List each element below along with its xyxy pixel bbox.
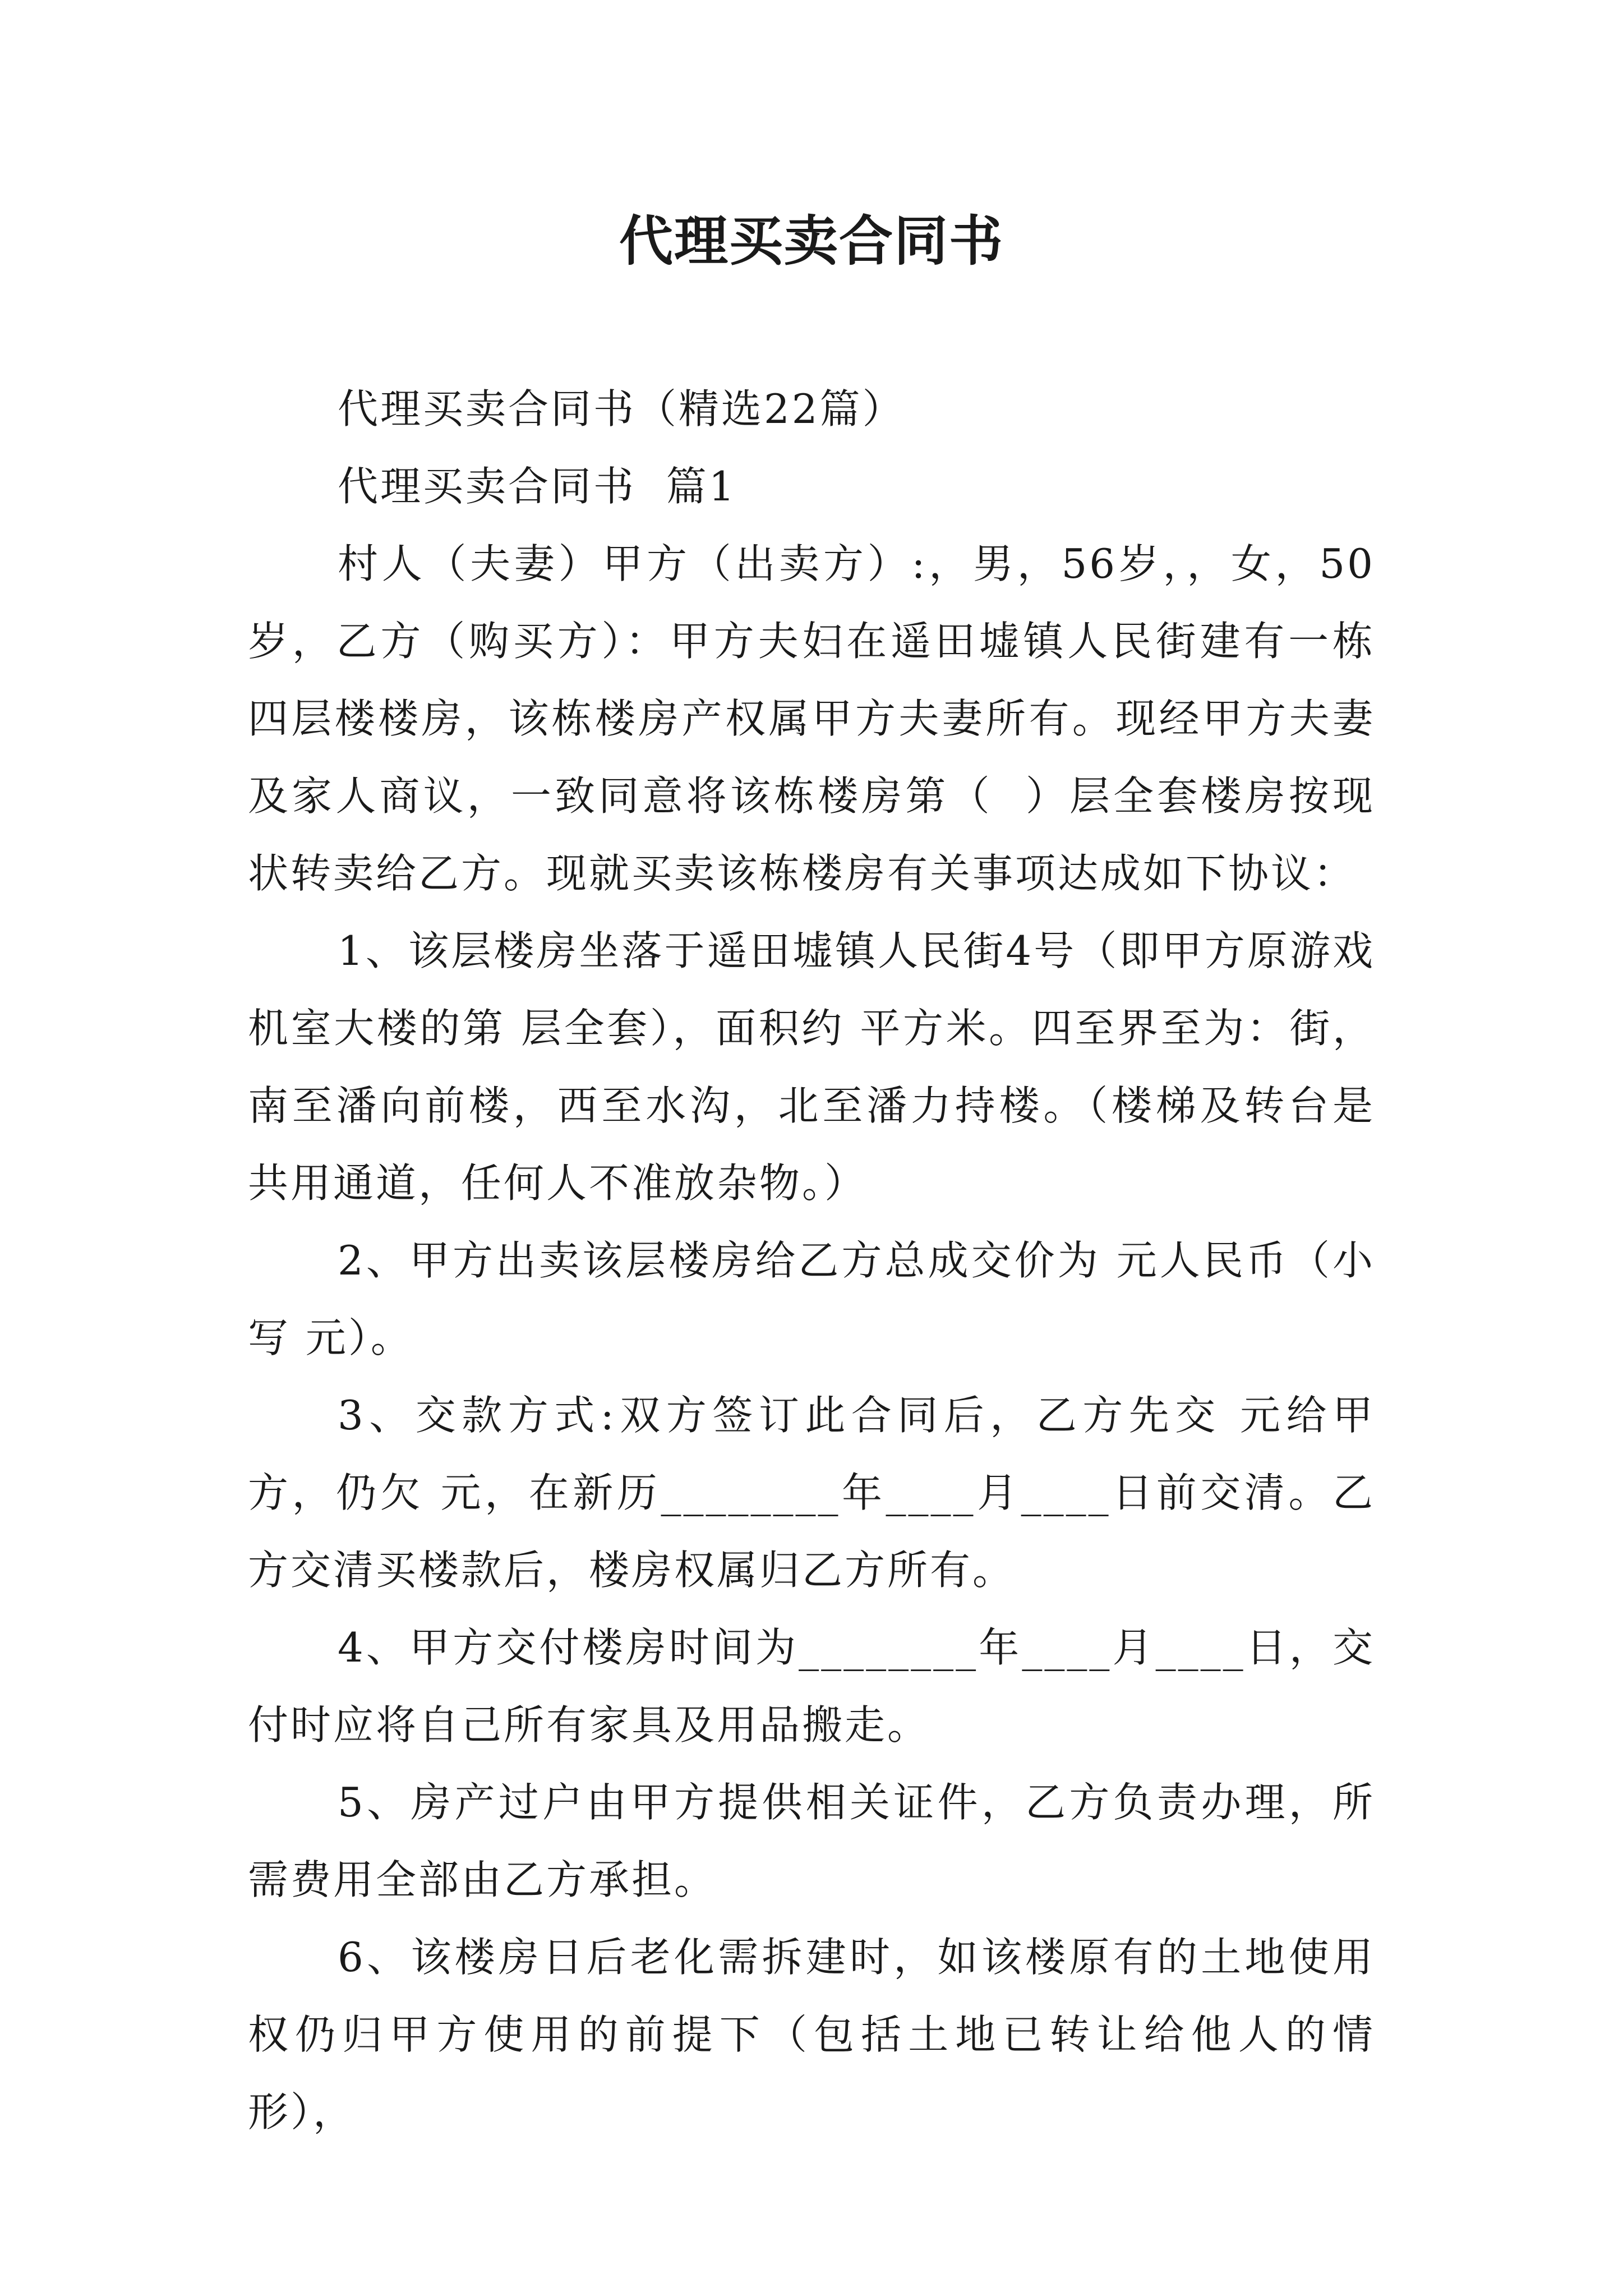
document-body bbox=[248, 370, 1375, 2151]
document-title: 代理买卖合同书 bbox=[619, 209, 1004, 273]
clause-4: 4、甲方交付楼房时间为________年____月____日，交付时应将自己所有家具及用品搬走。 bbox=[248, 1624, 1375, 1749]
clause-1: 1、该层楼房坐落于遥田墟镇人民街4号（即甲方原游戏机室大楼的第 层全套），面积约 平方米。四至界至为：街，南至潘向前楼，西至水沟，北至潘力持楼。（楼梯及转台是共用通道，任何人不准放杂物。） bbox=[248, 927, 1375, 1207]
clause-3: 3、交款方式:双方签订此合同后，乙方先交 元给甲方，仍欠 元，在新历________年____月____日前交清。乙方交清买楼款后，楼房权属归乙方所有。 bbox=[248, 1392, 1375, 1594]
intro-paragraph: 村人（夫妻）甲方（出卖方）:，男，56岁，，女，50岁，乙方（购买方）：甲方夫妇在遥田墟镇人民街建有一栋四层楼楼房，该栋楼房产权属甲方夫妻所有。现经甲方夫妻及家人商议，一致同意将该栋楼房第（ ）层全套楼房按现状转卖给乙方。现就买卖该栋楼房有关事项达成如下协议： bbox=[248, 540, 1375, 897]
clause-2: 2、甲方出卖该层楼房给乙方总成交价为 元人民币（小写 元）。 bbox=[248, 1237, 1375, 1361]
section-heading: 代理买卖合同书 篇1 bbox=[338, 463, 737, 510]
subtitle-paragraph: 代理买卖合同书（精选22篇） bbox=[338, 385, 905, 432]
clause-6: 6、该楼房日后老化需拆建时，如该楼原有的土地使用权仍归甲方使用的前提下（包括土地已转让给他人的情形）， bbox=[248, 1934, 1375, 2136]
clause-5: 5、房产过户由甲方提供相关证件，乙方负责办理，所需费用全部由乙方承担。 bbox=[248, 1779, 1375, 1903]
